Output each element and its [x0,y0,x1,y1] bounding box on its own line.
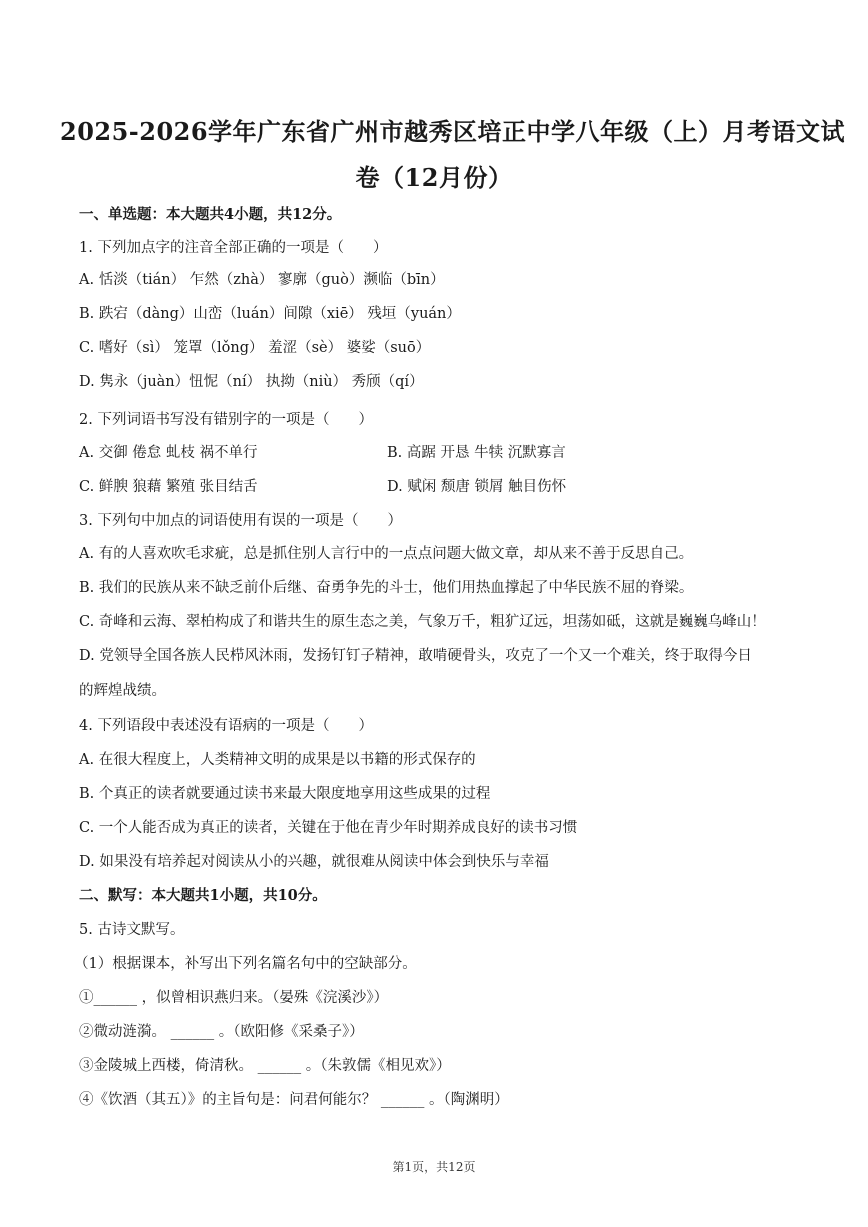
question-2-option-d: D. 赋闲 颓唐 锁屑 触目伤怀 [387,479,567,495]
question-3-option-a: A. 有的人喜欢吹毛求疵，总是抓住别人言行中的一点点问题大做文章，却从来不善于反思自己。 [79,546,694,562]
question-5-item-4: ④《饮酒（其五）》的主旨句是：问君何能尔？ ______ 。（陶渊明） [79,1092,509,1108]
question-1-option-b: B. 跌宕（dàng）山峦（luán）间隙（xiē） 残垣（yuán） [79,306,461,322]
question-3-option-c: C. 奇峰和云海、翠柏构成了和谐共生的原生态之美，气象万千，粗犷辽远，坦荡如砥，这就是巍巍乌峰山！ [79,614,766,630]
question-2-option-a: A. 交御 倦怠 虬枝 祸不单行 [79,445,258,461]
question-3-option-d: D. 党领导全国各族人民栉风沐雨，发扬钉钉子精神，敢啃硬骨头，攻克了一个又一个难关，终于取得今日 [79,648,752,664]
question-5-stem: 5. 古诗文默写。 [79,922,185,938]
page-footer: 第1页，共12页 [392,1160,476,1174]
question-4-option-b: B. 个真正的读者就要通过读书来最大限度地享用这些成果的过程 [79,786,491,802]
question-1-option-d: D. 隽永（juàn）忸怩（ní） 执拗（niù） 秀颀（qí） [79,374,424,390]
question-5-subquestion-1: （1）根据课本，补写出下列名篇名句中的空缺部分。 [74,956,417,972]
section-heading-dictation: 二、默写：本大题共1小题，共10分。 [79,887,327,904]
section-heading-single-choice: 一、单选题：本大题共4小题，共12分。 [79,206,342,223]
question-1-stem: 1. 下列加点字的注音全部正确的一项是（ ） [79,240,388,256]
question-4-option-d: D. 如果没有培养起对阅读从小的兴趣，就很难从阅读中体会到快乐与幸福 [79,854,549,870]
question-4-stem: 4. 下列语段中表述没有语病的一项是（ ） [79,718,373,734]
question-2-option-b: B. 高踞 开恳 牛犊 沉默寡言 [387,445,566,461]
question-5-item-1: ①______ ，似曾相识燕归来。（晏殊《浣溪沙》） [79,990,389,1006]
page-title-line-1: 2025-2026学年广东省广州市越秀区培正中学八年级（上）月考语文试 [60,117,846,146]
question-5-item-3: ③金陵城上西楼，倚清秋。 ______ 。（朱敦儒《相见欢》） [79,1058,451,1074]
question-2-option-c: C. 鲜腴 狼藉 繁殖 张目结舌 [79,479,258,495]
question-1-option-a: A. 恬淡（tián） 乍然（zhà） 寥廓（guò）濒临（bīn） [79,272,445,288]
question-3-stem: 3. 下列句中加点的词语使用有误的一项是（ ） [79,513,402,529]
question-5-item-2: ②微动涟漪。 ______ 。（欧阳修《采桑子》） [79,1024,364,1040]
question-3-option-d-continued: 的辉煌战绩。 [79,683,166,699]
question-4-option-a: A. 在很大程度上，人类精神文明的成果是以书籍的形式保存的 [79,752,476,768]
page-title-line-2: 卷（12月份） [355,163,513,192]
question-1-option-c: C. 嗜好（sì） 笼罩（lǒng） 羞涩（sè） 婆娑（suō） [79,340,431,356]
question-3-option-b: B. 我们的民族从来不缺乏前仆后继、奋勇争先的斗士，他们用热血撑起了中华民族不屈的脊梁。 [79,580,694,596]
question-2-stem: 2. 下列词语书写没有错别字的一项是（ ） [79,412,373,428]
question-4-option-c: C. 一个人能否成为真正的读者，关键在于他在青少年时期养成良好的读书习惯 [79,820,578,836]
